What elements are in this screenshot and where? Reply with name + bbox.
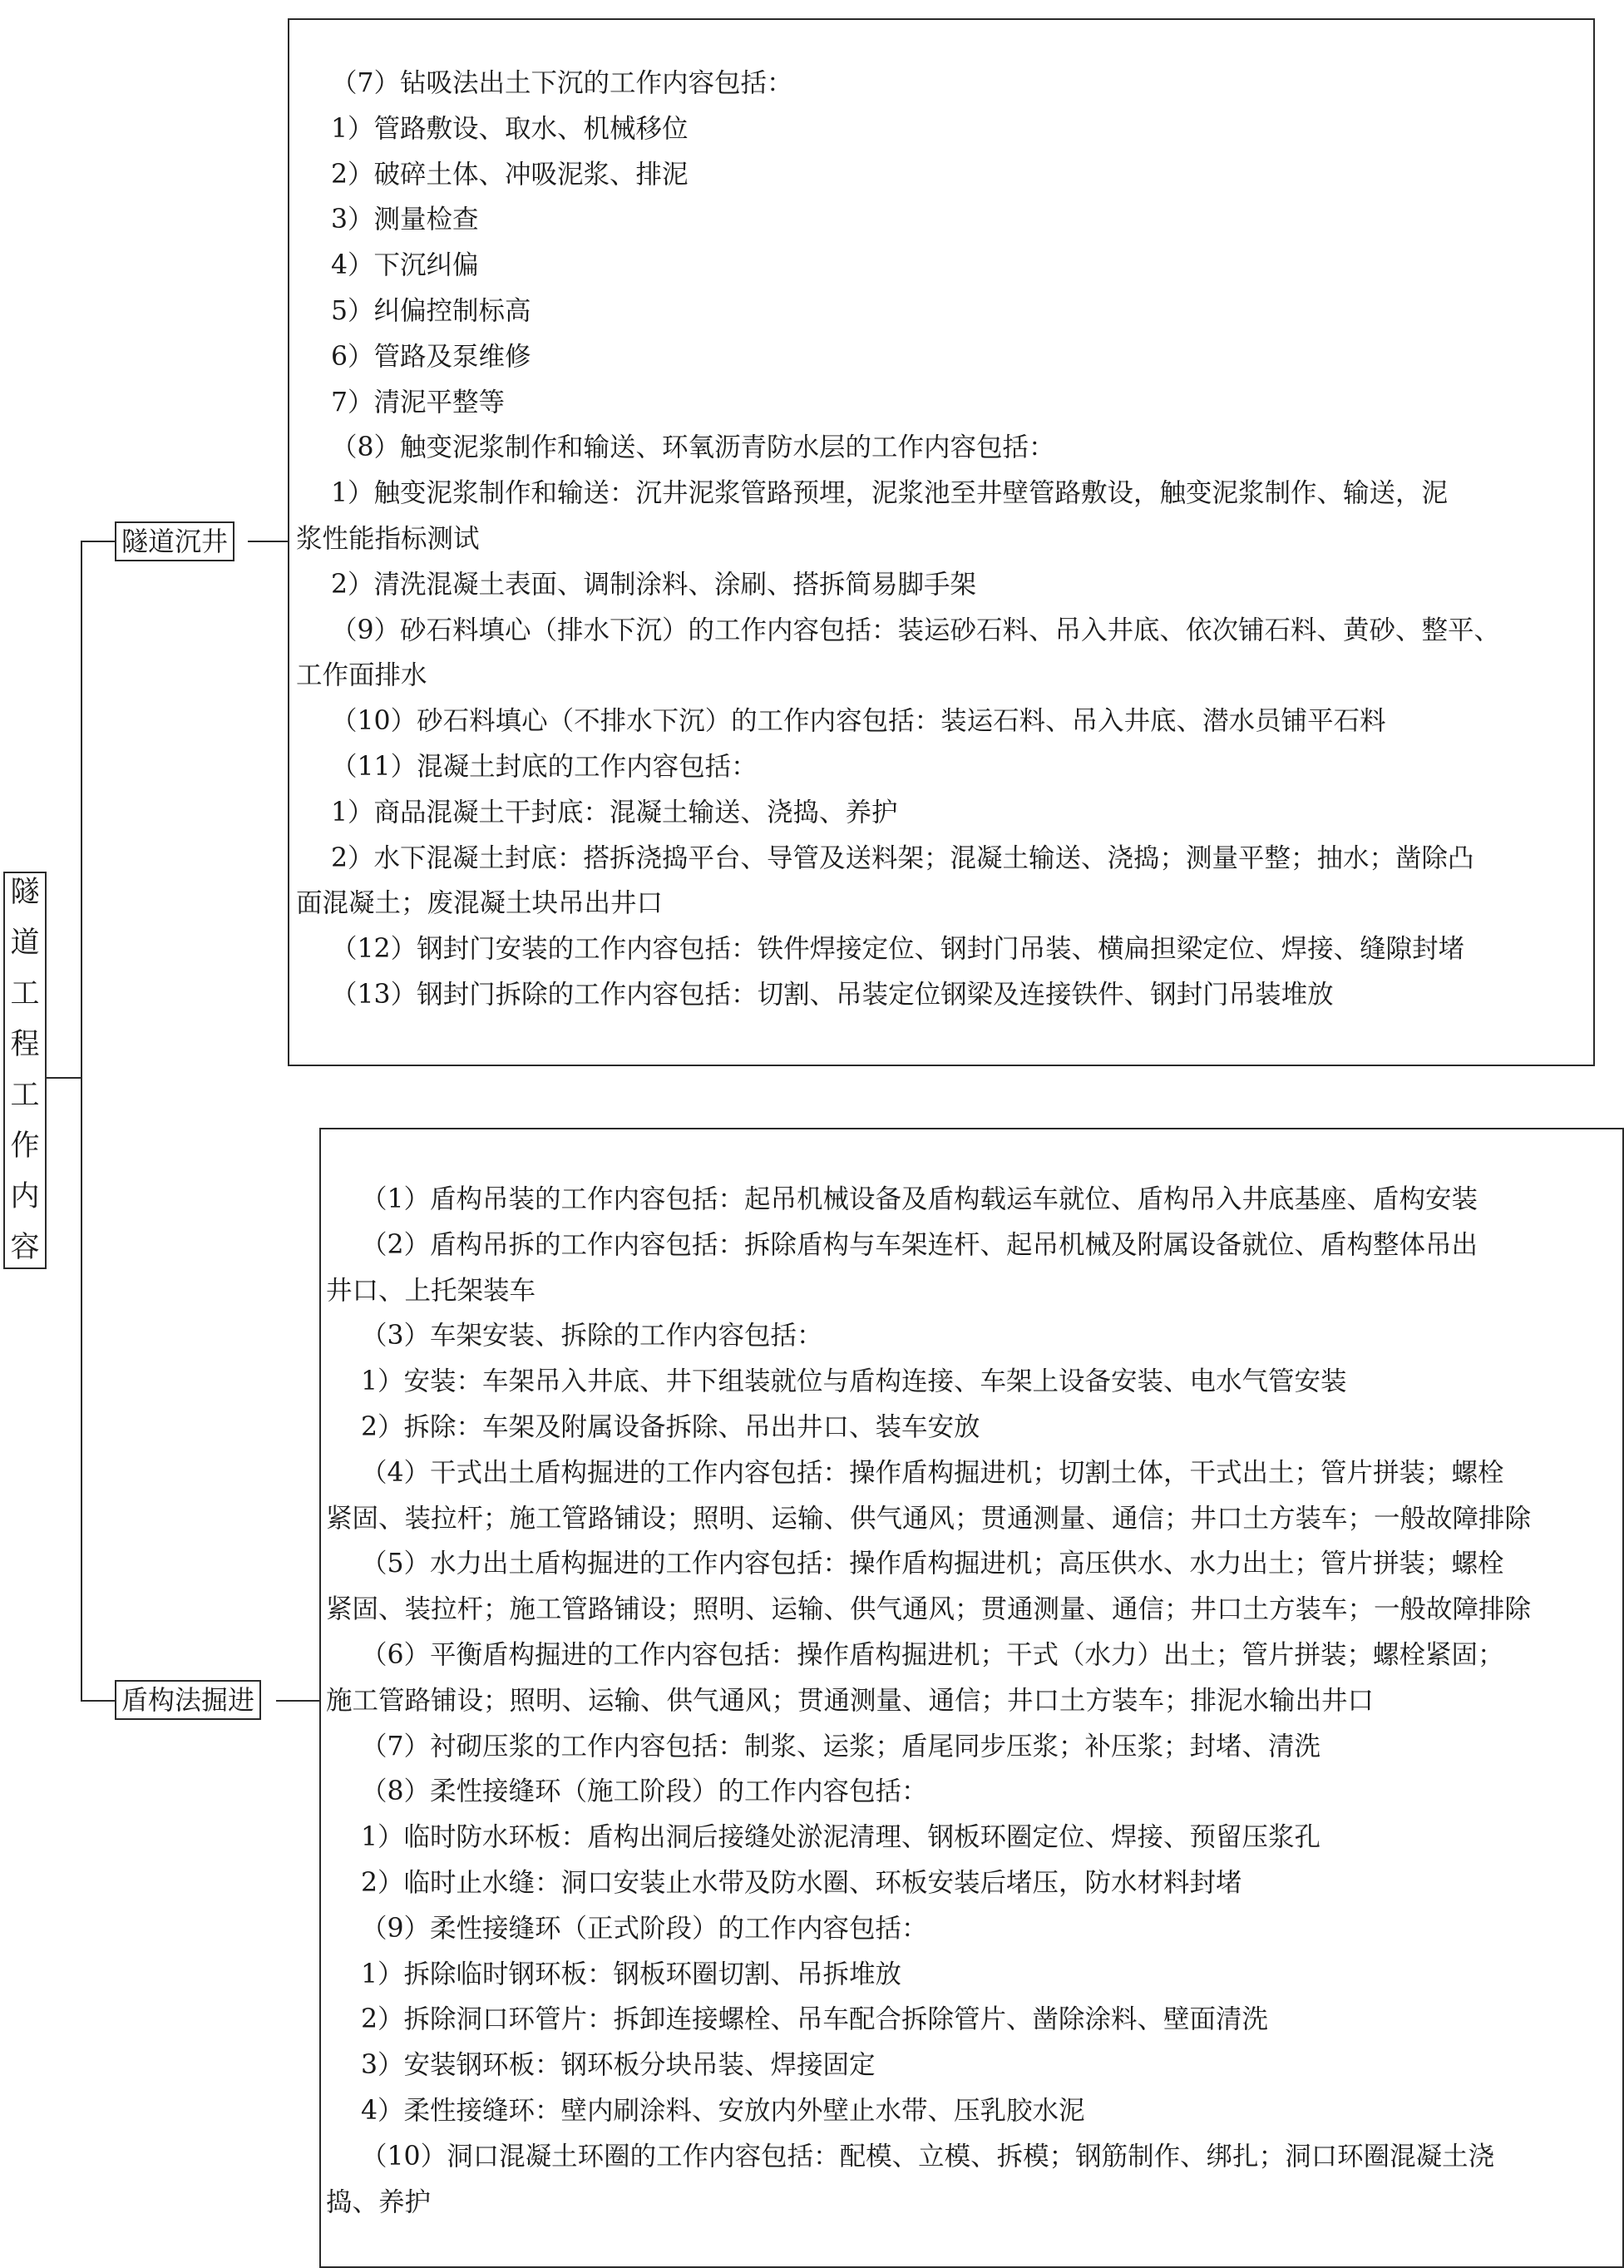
root-label — [3, 872, 47, 1269]
content-line: 浆性能指标测试 — [296, 523, 480, 554]
content-line: （8）触变泥浆制作和输送、环氧沥青防水层的工作内容包括： — [331, 432, 1055, 463]
branch-2-connector-right — [276, 1700, 321, 1702]
content-line: 7）清泥平整等 — [331, 387, 506, 418]
root-char: 作 — [10, 1129, 40, 1163]
root-char: 容 — [10, 1231, 40, 1264]
content-line: （3）车架安装、拆除的工作内容包括： — [361, 1321, 823, 1351]
root-char: 工 — [10, 1079, 40, 1112]
root-char: 内 — [10, 1180, 40, 1213]
content-line: （9）砂石料填心（排水下沉）的工作内容包括：装运砂石料、吊入井底、依次铺石料、黄砂、整平、 — [331, 615, 1501, 645]
branch-label-tunnel-caisson: 隧道沉井 — [115, 521, 234, 561]
content-line: （11）混凝土封底的工作内容包括： — [331, 751, 758, 782]
content-line: 紧固、装拉杆；施工管路铺设；照明、运输、供气通风；贯通测量、通信；井口土方装车；一般故障排除 — [326, 1503, 1532, 1534]
branch-1-connector-left — [81, 541, 116, 542]
branch-2-content — [326, 1177, 1622, 2225]
content-line: 2）拆除洞口环管片：拆卸连接螺栓、吊车配合拆除管片、凿除涂料、壁面清洗 — [361, 2004, 1269, 2035]
root-connector — [47, 1077, 81, 1079]
content-line: （13）钢封门拆除的工作内容包括：切割、吊装定位钢梁及连接铁件、钢封门吊装堆放 — [331, 979, 1334, 1010]
content-line: （7）钻吸法出土下沉的工作内容包括： — [331, 68, 793, 98]
content-line: 面混凝土；废混凝土块吊出井口 — [296, 888, 664, 919]
content-line: （6）平衡盾构掘进的工作内容包括：操作盾构掘进机；干式（水力）出土；管片拼装；螺栓紧固； — [361, 1639, 1504, 1670]
content-line: 3）安装钢环板：钢环板分块吊装、焊接固定 — [361, 2050, 876, 2081]
root-char: 道 — [10, 926, 40, 960]
content-line: 3）测量检查 — [331, 205, 479, 235]
content-line: （12）钢封门安装的工作内容包括：铁件焊接定位、钢封门吊装、横扁担梁定位、焊接、缝隙封堵 — [331, 934, 1465, 965]
content-line: （10）砂石料填心（不排水下沉）的工作内容包括：装运石料、吊入井底、潜水员铺平石料 — [331, 706, 1386, 737]
branch-1-connector-right — [248, 541, 289, 542]
content-line: 2）水下混凝土封底：搭拆浇捣平台、导管及送料架；混凝土输送、浇捣；测量平整；抽水；凿除凸 — [331, 842, 1474, 873]
branch-1-content — [296, 61, 1590, 1018]
content-line: 1）安装：车架吊入井底、井下组装就位与盾构连接、车架上设备安装、电水气管安装 — [361, 1366, 1347, 1397]
content-line: 6）管路及泵维修 — [331, 341, 531, 372]
content-line: 2）破碎土体、冲吸泥浆、排泥 — [331, 159, 689, 190]
content-line: （4）干式出土盾构掘进的工作内容包括：操作盾构掘进机；切割土体，干式出土；管片拼装；螺栓 — [361, 1457, 1504, 1488]
trunk-vertical — [81, 541, 82, 1701]
content-line: 2）拆除：车架及附属设备拆除、吊出井口、装车安放 — [361, 1411, 980, 1442]
branch-label-shield-tunneling: 盾构法掘进 — [115, 1680, 261, 1720]
content-line: 1）商品混凝土干封底：混凝土输送、浇捣、养护 — [331, 797, 898, 828]
content-line: 1）拆除临时钢环板：钢板环圈切割、吊拆堆放 — [361, 1959, 902, 1989]
content-line: 1）触变泥浆制作和输送：沉井泥浆管路预埋，泥浆池至井壁管路敷设，触变泥浆制作、输送，泥 — [331, 478, 1449, 509]
content-line: （10）洞口混凝土环圈的工作内容包括：配模、立模、拆模；钢筋制作、绑扎；洞口环圈混凝土浇 — [361, 2141, 1495, 2172]
content-line: 1）管路敷设、取水、机械移位 — [331, 113, 689, 144]
content-line: （7）衬砌压浆的工作内容包括：制浆、运浆；盾尾同步压浆；补压浆；封堵、清洗 — [361, 1731, 1321, 1762]
root-char: 工 — [10, 977, 40, 1010]
content-line: （9）柔性接缝环（正式阶段）的工作内容包括： — [361, 1913, 928, 1944]
root-char: 程 — [10, 1028, 40, 1061]
content-line: 4）下沉纠偏 — [331, 250, 479, 281]
content-line: （8）柔性接缝环（施工阶段）的工作内容包括： — [361, 1776, 928, 1807]
content-line: 捣、养护 — [326, 2186, 432, 2217]
content-line: 5）纠偏控制标高 — [331, 295, 531, 326]
content-line: 1）临时防水环板：盾构出洞后接缝处淤泥清理、钢板环圈定位、焊接、预留压浆孔 — [361, 1822, 1321, 1853]
content-line: 2）清洗混凝土表面、调制涂料、涂刷、搭拆简易脚手架 — [331, 569, 977, 600]
content-line: 工作面排水 — [296, 660, 427, 691]
content-line: 2）临时止水缝：洞口安装止水带及防水圈、环板安装后堵压，防水材料封堵 — [361, 1867, 1242, 1898]
content-line: 紧固、装拉杆；施工管路铺设；照明、运输、供气通风；贯通测量、通信；井口土方装车；一般故障排除 — [326, 1594, 1532, 1625]
content-line: 施工管路铺设；照明、运输、供气通风；贯通测量、通信；井口土方装车；排泥水输出井口 — [326, 1685, 1375, 1716]
branch-2-connector-left — [81, 1700, 116, 1702]
content-line: （1）盾构吊装的工作内容包括：起吊机械设备及盾构载运车就位、盾构吊入井底基座、盾构安装 — [361, 1184, 1478, 1214]
content-line: （5）水力出土盾构掘进的工作内容包括：操作盾构掘进机；高压供水、水力出土；管片拼装；螺栓 — [361, 1549, 1504, 1579]
root-char: 隧 — [10, 876, 40, 909]
content-line: 4）柔性接缝环：壁内刷涂料、安放内外壁止水带、压乳胶水泥 — [361, 2095, 1085, 2126]
content-line: （2）盾构吊拆的工作内容包括：拆除盾构与车架连杆、起吊机械及附属设备就位、盾构整体吊出 — [361, 1229, 1478, 1260]
content-line: 井口、上托架装车 — [326, 1275, 536, 1306]
